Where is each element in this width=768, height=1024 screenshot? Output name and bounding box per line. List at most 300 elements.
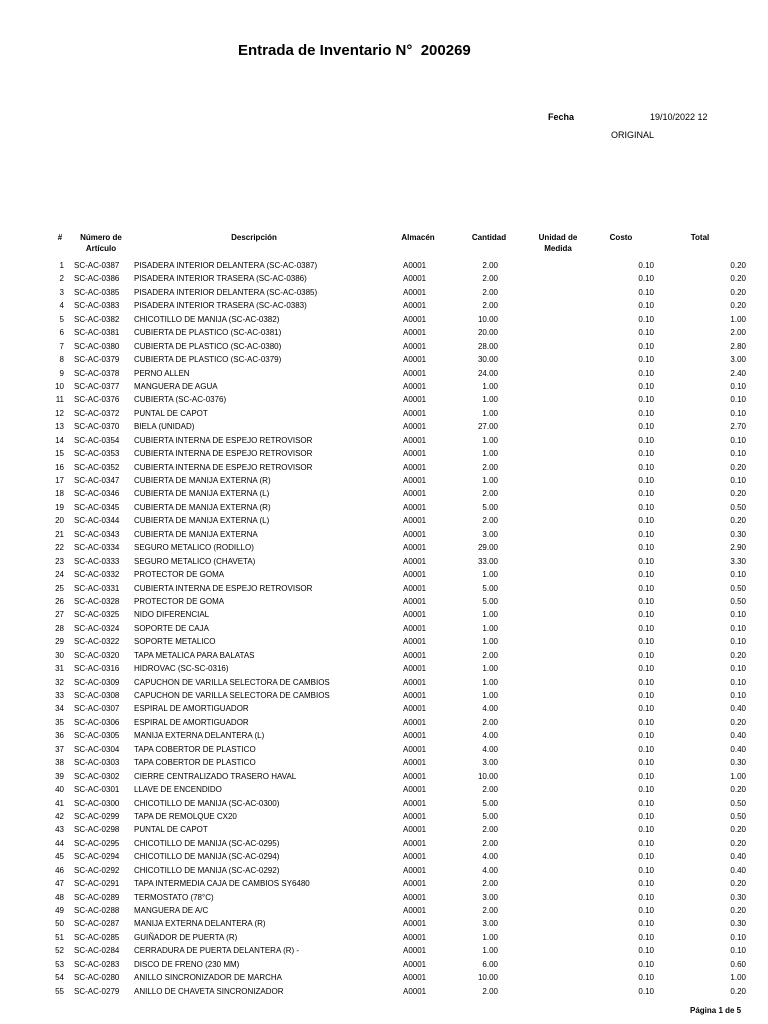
row-articulo: SC-AC-0331	[74, 583, 120, 593]
row-costo: 0.10	[638, 583, 654, 593]
col-header-unidad: Unidad de Medida	[538, 233, 578, 253]
row-costo: 0.10	[638, 731, 654, 741]
row-cantidad: 2.00	[482, 717, 498, 727]
table-row	[0, 568, 768, 581]
row-total: 0.20	[730, 274, 746, 284]
row-number: 35	[55, 717, 64, 727]
row-almacen: A0001	[403, 435, 427, 445]
row-almacen: A0001	[403, 368, 427, 378]
row-cantidad: 10.00	[477, 314, 498, 324]
row-total: 0.50	[730, 798, 746, 808]
row-articulo: SC-AC-0302	[74, 771, 120, 781]
row-cantidad: 1.00	[482, 946, 498, 956]
row-almacen: A0001	[403, 946, 427, 956]
row-articulo: SC-AC-0298	[74, 825, 120, 835]
row-descripcion: CHICOTILLO DE MANIJA (SC-AC-0300)	[134, 798, 280, 808]
row-number: 42	[55, 811, 64, 821]
row-articulo: SC-AC-0305	[74, 731, 120, 741]
row-number: 11	[55, 395, 64, 405]
row-descripcion: PROTECTOR DE GOMA	[134, 596, 225, 606]
table-row	[0, 272, 768, 285]
row-descripcion: CHICOTILLO DE MANIJA (SC-AC-0382)	[134, 314, 280, 324]
row-costo: 0.10	[638, 744, 654, 754]
row-total: 0.50	[730, 583, 746, 593]
row-number: 20	[55, 516, 64, 526]
row-almacen: A0001	[403, 274, 427, 284]
row-descripcion: PROTECTOR DE GOMA	[134, 570, 225, 580]
row-costo: 0.10	[638, 785, 654, 795]
row-cantidad: 10.00	[477, 771, 498, 781]
row-articulo: SC-AC-0344	[74, 516, 120, 526]
row-almacen: A0001	[403, 610, 427, 620]
row-number: 10	[55, 381, 64, 391]
table-row	[0, 434, 768, 447]
row-almacen: A0001	[403, 449, 427, 459]
row-total: 0.20	[730, 650, 746, 660]
row-articulo: SC-AC-0299	[74, 811, 120, 821]
row-number: 50	[55, 919, 64, 929]
row-descripcion: CHICOTILLO DE MANIJA (SC-AC-0294)	[134, 852, 280, 862]
row-articulo: SC-AC-0328	[74, 596, 120, 606]
row-number: 22	[55, 543, 64, 553]
row-descripcion: ESPIRAL DE AMORTIGUADOR	[134, 704, 249, 714]
row-number: 43	[55, 825, 64, 835]
row-total: 0.30	[730, 758, 746, 768]
row-cantidad: 1.00	[482, 691, 498, 700]
row-total: 1.00	[730, 973, 746, 983]
table-row	[0, 743, 768, 756]
row-descripcion: SOPORTE METALICO	[134, 637, 216, 647]
row-almacen: A0001	[403, 301, 427, 311]
row-cantidad: 2.00	[482, 516, 498, 526]
table-row	[0, 635, 768, 648]
row-descripcion: TAPA COBERTOR DE PLASTICO	[134, 744, 256, 754]
row-number: 39	[55, 771, 64, 781]
row-almacen: A0001	[403, 529, 427, 539]
table-row	[0, 783, 768, 796]
col-header-total: Total	[690, 233, 710, 242]
row-almacen: A0001	[403, 476, 427, 485]
row-number: 13	[55, 422, 64, 432]
row-descripcion: PISADERA INTERIOR DELANTERA (SC-AC-0385)	[134, 287, 318, 297]
row-cantidad: 4.00	[482, 744, 498, 754]
row-articulo: SC-AC-0307	[74, 704, 120, 714]
row-costo: 0.10	[638, 476, 654, 485]
row-cantidad: 5.00	[482, 502, 498, 512]
col-header-almacen: Almacén	[401, 233, 435, 242]
row-number: 26	[55, 596, 64, 606]
row-number: 34	[55, 704, 64, 714]
row-number: 28	[55, 623, 64, 633]
row-articulo: SC-AC-0354	[74, 435, 120, 445]
row-descripcion: PUNTAL DE CAPOT	[134, 825, 208, 835]
table-row	[0, 958, 768, 971]
row-almacen: A0001	[403, 677, 427, 687]
row-costo: 0.10	[638, 973, 654, 983]
row-total: 0.50	[730, 502, 746, 512]
row-total: 2.80	[730, 341, 746, 351]
row-almacen: A0001	[403, 422, 427, 432]
row-costo: 0.10	[638, 449, 654, 459]
row-cantidad: 1.00	[482, 408, 498, 418]
row-total: 0.30	[730, 919, 746, 929]
row-number: 29	[55, 637, 64, 647]
row-number: 16	[55, 462, 64, 472]
row-costo: 0.10	[638, 502, 654, 512]
row-total: 0.20	[730, 825, 746, 835]
table-row	[0, 420, 768, 433]
row-almacen: A0001	[403, 771, 427, 781]
row-descripcion: LLAVE DE ENCENDIDO	[134, 785, 222, 795]
row-descripcion: CHICOTILLO DE MANIJA (SC-AC-0295)	[134, 838, 280, 848]
table-row	[0, 877, 768, 890]
row-costo: 0.10	[638, 838, 654, 848]
row-descripcion: CERRADURA DE PUERTA DELANTERA (R) -	[134, 946, 300, 956]
row-cantidad: 3.00	[482, 529, 498, 539]
row-number: 36	[55, 731, 64, 741]
row-almacen: A0001	[403, 838, 427, 848]
row-costo: 0.10	[638, 381, 654, 391]
row-descripcion: CUBIERTA (SC-AC-0376)	[134, 395, 227, 405]
row-almacen: A0001	[403, 704, 427, 714]
page-indicator: Página 1 de 5	[690, 1006, 742, 1015]
row-cantidad: 5.00	[482, 583, 498, 593]
row-almacen: A0001	[403, 408, 427, 418]
row-number: 12	[55, 408, 64, 418]
row-articulo: SC-AC-0322	[74, 637, 120, 647]
row-total: 1.00	[730, 314, 746, 324]
col-header-articulo: Número de Artículo	[80, 233, 122, 253]
row-articulo: SC-AC-0343	[74, 529, 120, 539]
table-row	[0, 850, 768, 863]
table-row	[0, 770, 768, 783]
row-articulo: SC-AC-0292	[74, 865, 120, 875]
row-costo: 0.10	[638, 556, 654, 566]
row-cantidad: 1.00	[482, 435, 498, 445]
row-total: 3.30	[730, 556, 746, 566]
row-number: 21	[55, 529, 64, 539]
row-almacen: A0001	[403, 664, 427, 674]
row-articulo: SC-AC-0334	[74, 543, 120, 553]
row-costo: 0.10	[638, 798, 654, 808]
row-almacen: A0001	[403, 892, 427, 902]
row-costo: 0.10	[638, 946, 654, 956]
row-total: 0.20	[730, 879, 746, 889]
row-number: 5	[59, 314, 64, 324]
row-costo: 0.10	[638, 986, 654, 996]
row-costo: 0.10	[638, 274, 654, 284]
row-total: 0.20	[730, 462, 746, 472]
row-cantidad: 20.00	[477, 328, 498, 338]
row-articulo: SC-AC-0376	[74, 395, 120, 405]
table-row	[0, 797, 768, 810]
row-articulo: SC-AC-0306	[74, 717, 120, 727]
row-descripcion: MANIJA EXTERNA DELANTERA (L)	[134, 731, 265, 741]
row-number: 44	[55, 838, 64, 848]
table-row	[0, 447, 768, 460]
row-cantidad: 10.00	[477, 973, 498, 983]
row-articulo: SC-AC-0285	[74, 932, 120, 942]
row-articulo: SC-AC-0370	[74, 422, 120, 432]
row-costo: 0.10	[638, 892, 654, 902]
row-descripcion: CAPUCHON DE VARILLA SELECTORA DE CAMBIOS	[134, 677, 330, 687]
row-total: 0.10	[730, 623, 746, 633]
table-row	[0, 595, 768, 608]
row-descripcion: TERMOSTATO (78°C)	[134, 892, 214, 902]
row-total: 0.20	[730, 489, 746, 499]
row-cantidad: 1.00	[482, 637, 498, 647]
row-almacen: A0001	[403, 462, 427, 472]
row-costo: 0.10	[638, 435, 654, 445]
row-number: 27	[55, 610, 64, 620]
row-number: 7	[59, 341, 64, 351]
row-costo: 0.10	[638, 395, 654, 405]
row-descripcion: CIERRE CENTRALIZADO TRASERO HAVAL	[134, 771, 297, 781]
document-title: Entrada de Inventario N° 200269	[238, 42, 471, 59]
row-almacen: A0001	[403, 959, 427, 969]
row-cantidad: 4.00	[482, 731, 498, 741]
fecha-value: 19/10/2022 12	[650, 112, 708, 122]
table-row	[0, 313, 768, 326]
row-total: 0.10	[730, 449, 746, 459]
row-total: 2.00	[730, 328, 746, 338]
row-number: 53	[55, 959, 64, 969]
row-cantidad: 2.00	[482, 650, 498, 660]
row-descripcion: CUBIERTA DE MANIJA EXTERNA	[134, 529, 258, 539]
row-almacen: A0001	[403, 596, 427, 606]
row-total: 3.00	[730, 355, 746, 365]
row-total: 0.20	[730, 986, 746, 996]
row-number: 31	[55, 664, 64, 674]
row-articulo: SC-AC-0279	[74, 986, 120, 996]
row-costo: 0.10	[638, 543, 654, 553]
row-almacen: A0001	[403, 691, 427, 700]
table-row	[0, 689, 768, 702]
table-row	[0, 528, 768, 541]
row-cantidad: 3.00	[482, 758, 498, 768]
row-cantidad: 1.00	[482, 610, 498, 620]
row-articulo: SC-AC-0332	[74, 570, 120, 580]
row-number: 30	[55, 650, 64, 660]
table-row	[0, 407, 768, 420]
table-row	[0, 380, 768, 393]
row-number: 3	[59, 287, 64, 297]
row-number: 41	[55, 798, 64, 808]
row-cantidad: 1.00	[482, 664, 498, 674]
row-costo: 0.10	[638, 301, 654, 311]
row-total: 0.50	[730, 811, 746, 821]
row-costo: 0.10	[638, 852, 654, 862]
row-descripcion: CUBIERTA INTERNA DE ESPEJO RETROVISOR	[134, 435, 313, 445]
row-almacen: A0001	[403, 637, 427, 647]
row-total: 0.60	[730, 959, 746, 969]
row-total: 1.00	[730, 771, 746, 781]
table-row	[0, 971, 768, 984]
table-row	[0, 367, 768, 380]
row-descripcion: DISCO DE FRENO (230 MM)	[134, 959, 240, 969]
row-costo: 0.10	[638, 314, 654, 324]
row-almacen: A0001	[403, 973, 427, 983]
row-articulo: SC-AC-0288	[74, 906, 120, 915]
row-costo: 0.10	[638, 811, 654, 821]
row-articulo: SC-AC-0377	[74, 381, 120, 391]
row-descripcion: MANIJA EXTERNA DELANTERA (R)	[134, 919, 266, 929]
row-total: 0.10	[730, 664, 746, 674]
row-descripcion: SOPORTE DE CAJA	[134, 623, 209, 633]
row-total: 0.10	[730, 932, 746, 942]
table-row	[0, 474, 768, 487]
table-row	[0, 904, 768, 917]
row-costo: 0.10	[638, 879, 654, 889]
row-articulo: SC-AC-0295	[74, 838, 120, 848]
row-almacen: A0001	[403, 758, 427, 768]
row-number: 37	[55, 744, 64, 754]
row-descripcion: CUBIERTA DE MANIJA EXTERNA (L)	[134, 489, 270, 499]
row-articulo: SC-AC-0280	[74, 973, 120, 983]
row-descripcion: CUBIERTA DE MANIJA EXTERNA (R)	[134, 502, 271, 512]
row-number: 32	[55, 677, 64, 687]
row-descripcion: PISADERA INTERIOR TRASERA (SC-AC-0383)	[134, 301, 307, 311]
row-costo: 0.10	[638, 906, 654, 915]
row-costo: 0.10	[638, 328, 654, 338]
row-descripcion: MANGUERA DE AGUA	[134, 381, 218, 391]
row-articulo: SC-AC-0324	[74, 623, 120, 633]
row-cantidad: 30.00	[477, 355, 498, 365]
row-total: 0.20	[730, 717, 746, 727]
row-almacen: A0001	[403, 314, 427, 324]
row-cantidad: 4.00	[482, 704, 498, 714]
row-cantidad: 2.00	[482, 287, 498, 297]
row-almacen: A0001	[403, 556, 427, 566]
table-row	[0, 461, 768, 474]
row-cantidad: 1.00	[482, 476, 498, 485]
row-descripcion: PUNTAL DE CAPOT	[134, 408, 208, 418]
table-row	[0, 823, 768, 836]
row-number: 15	[55, 449, 64, 459]
row-cantidad: 1.00	[482, 395, 498, 405]
row-articulo: SC-AC-0381	[74, 328, 120, 338]
row-number: 23	[55, 556, 64, 566]
row-articulo: SC-AC-0383	[74, 301, 120, 311]
table-row	[0, 487, 768, 500]
row-almacen: A0001	[403, 919, 427, 929]
table-row	[0, 944, 768, 957]
row-total: 0.20	[730, 516, 746, 526]
row-almacen: A0001	[403, 906, 427, 915]
row-cantidad: 1.00	[482, 932, 498, 942]
row-number: 46	[55, 865, 64, 875]
row-descripcion: PISADERA INTERIOR DELANTERA (SC-AC-0387)	[134, 261, 318, 270]
row-number: 14	[55, 435, 64, 445]
row-number: 38	[55, 758, 64, 768]
row-almacen: A0001	[403, 852, 427, 862]
row-number: 52	[55, 946, 64, 956]
row-costo: 0.10	[638, 825, 654, 835]
row-costo: 0.10	[638, 408, 654, 418]
row-descripcion: CUBIERTA INTERNA DE ESPEJO RETROVISOR	[134, 462, 313, 472]
table-row	[0, 837, 768, 850]
row-almacen: A0001	[403, 502, 427, 512]
row-descripcion: CUBIERTA DE PLASTICO (SC-AC-0381)	[134, 328, 282, 338]
row-total: 0.20	[730, 261, 746, 270]
row-almacen: A0001	[403, 543, 427, 553]
row-costo: 0.10	[638, 650, 654, 660]
row-costo: 0.10	[638, 959, 654, 969]
row-almacen: A0001	[403, 731, 427, 741]
row-costo: 0.10	[638, 919, 654, 929]
row-cantidad: 2.00	[482, 261, 498, 270]
row-cantidad: 1.00	[482, 623, 498, 633]
row-cantidad: 6.00	[482, 959, 498, 969]
row-descripcion: HIDROVAC (SC-SC-0316)	[134, 664, 229, 674]
row-number: 19	[55, 502, 64, 512]
row-costo: 0.10	[638, 341, 654, 351]
row-descripcion: CUBIERTA INTERNA DE ESPEJO RETROVISOR	[134, 583, 313, 593]
row-costo: 0.10	[638, 516, 654, 526]
row-total: 0.10	[730, 610, 746, 620]
row-articulo: SC-AC-0294	[74, 852, 120, 862]
row-almacen: A0001	[403, 825, 427, 835]
row-total: 0.40	[730, 865, 746, 875]
row-almacen: A0001	[403, 798, 427, 808]
row-costo: 0.10	[638, 677, 654, 687]
row-cantidad: 2.00	[482, 785, 498, 795]
row-descripcion: PERNO ALLEN	[134, 368, 190, 378]
row-total: 0.20	[730, 301, 746, 311]
row-number: 49	[55, 906, 64, 915]
row-descripcion: PISADERA INTERIOR TRASERA (SC-AC-0386)	[134, 274, 307, 284]
row-almacen: A0001	[403, 865, 427, 875]
row-cantidad: 5.00	[482, 596, 498, 606]
row-almacen: A0001	[403, 328, 427, 338]
row-articulo: SC-AC-0387	[74, 261, 120, 270]
row-costo: 0.10	[638, 596, 654, 606]
row-cantidad: 33.00	[477, 556, 498, 566]
row-cantidad: 1.00	[482, 449, 498, 459]
table-row	[0, 702, 768, 715]
table-row	[0, 393, 768, 406]
row-descripcion: CUBIERTA DE PLASTICO (SC-AC-0379)	[134, 355, 282, 365]
row-articulo: SC-AC-0309	[74, 677, 120, 687]
row-articulo: SC-AC-0301	[74, 785, 120, 795]
row-number: 48	[55, 892, 64, 902]
row-cantidad: 2.00	[482, 489, 498, 499]
row-number: 45	[55, 852, 64, 862]
row-total: 2.90	[730, 543, 746, 553]
row-cantidad: 3.00	[482, 919, 498, 929]
table-row	[0, 622, 768, 635]
row-number: 6	[59, 328, 64, 338]
col-header-costo: Costo	[609, 233, 633, 242]
row-costo: 0.10	[638, 368, 654, 378]
col-header-descripcion: Descripción	[231, 233, 277, 242]
row-total: 0.10	[730, 637, 746, 647]
row-articulo: SC-AC-0347	[74, 476, 120, 485]
row-descripcion: GUIÑADOR DE PUERTA (R)	[134, 932, 238, 942]
table-row	[0, 514, 768, 527]
row-costo: 0.10	[638, 865, 654, 875]
row-almacen: A0001	[403, 650, 427, 660]
row-costo: 0.10	[638, 771, 654, 781]
table-row	[0, 286, 768, 299]
row-articulo: SC-AC-0287	[74, 919, 120, 929]
row-articulo: SC-AC-0346	[74, 489, 120, 499]
row-total: 0.40	[730, 852, 746, 862]
row-costo: 0.10	[638, 717, 654, 727]
fecha-label: Fecha	[548, 112, 575, 122]
row-cantidad: 2.00	[482, 906, 498, 915]
row-cantidad: 2.00	[482, 301, 498, 311]
